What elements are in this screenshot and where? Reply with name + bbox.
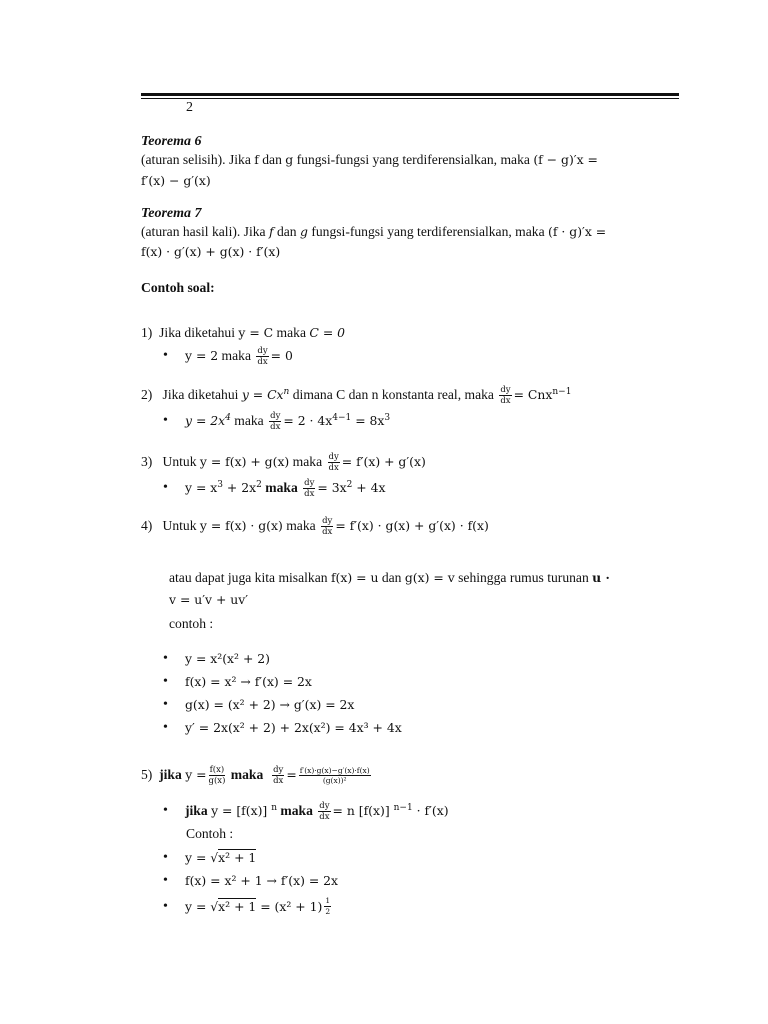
teorema-7-g: g <box>300 224 308 239</box>
item-4-res: = f′(x) · g(x) + g′(x) · f(x) <box>335 518 489 533</box>
item-5-jika: jika <box>159 767 186 782</box>
item-4-maka: maka <box>282 518 320 533</box>
item-5-example-1-radicand: x² + 1 <box>218 850 257 865</box>
bullet-dot: • <box>163 720 168 735</box>
item-3-eq: y = f(x) + g(x) <box>199 454 290 469</box>
bullet-dot: • <box>163 413 168 428</box>
bullet-dot: • <box>163 348 168 363</box>
item-4-example-1: y = x²(x² + 2) <box>185 651 270 666</box>
item-5-bullet-1 <box>185 801 449 822</box>
bullet-dot: • <box>163 803 168 818</box>
dy-dx-fraction: $\frac{dy}{dx}$ <box>304 477 315 500</box>
item-5-b1-maka: maka <box>276 803 317 818</box>
item-4-contoh: contoh : <box>169 616 214 631</box>
item-3-b1-eq: $y = x^3 + 2x^2$ <box>185 480 262 495</box>
teorema-6-line2 <box>141 171 211 191</box>
item-3-maka: maka <box>289 454 326 469</box>
sqrt-symbol: √ <box>210 850 219 865</box>
teorema-7-dan: dan <box>273 224 300 239</box>
teorema-7-text: (aturan hasil kali). Jika <box>141 224 269 239</box>
teorema-7-f: f <box>268 224 274 239</box>
bullet-dot: • <box>163 480 168 495</box>
item-5-example-1: y = √x² + 1 <box>185 850 257 865</box>
item-5-example-2: f(x) = x² + 1 → f′(x) = 2x <box>185 873 339 888</box>
item-2-mid: dimana C dan n konstanta real, maka <box>289 387 498 402</box>
fx-over-gx-fraction: $\frac{f(x)}{g(x)}$ <box>208 764 226 787</box>
teorema-7-line2 <box>141 242 280 262</box>
item-4-eq: y = f(x) · g(x) <box>199 518 283 533</box>
contoh-soal-heading: Contoh soal: <box>141 280 215 295</box>
item-1-b1-res: = 0 <box>270 348 293 363</box>
item-2-text: Jika diketahui <box>162 387 242 402</box>
teorema-6-formula-1: (f − g)′x = <box>533 152 598 167</box>
one-half-exponent: $\frac{1}{2}$ <box>325 896 331 916</box>
item-5-example-3: y = √x² + 1 = (x² + 1) $\frac{1}{2}$ <box>185 896 331 916</box>
item-5-example-3-radicand: x² + 1 <box>218 899 257 914</box>
item-1-eq2: C = 0 <box>309 325 346 340</box>
teorema-6-f: f <box>254 152 259 167</box>
teorema-6-title: Teorema 6 <box>141 134 202 149</box>
teorema-6-text: (aturan selisih). Jika <box>141 152 255 167</box>
item-1-bullet-1 <box>185 346 293 367</box>
item-5-contoh: Contoh : <box>186 826 234 841</box>
teorema-6-line1 <box>141 150 598 170</box>
teorema-6-formula-2: f′(x) − g′(x) <box>141 173 211 188</box>
item-1 <box>141 323 345 343</box>
item-1-text: Jika diketahui <box>159 325 239 340</box>
item-4-example-4: y′ = 2x(x² + 2) + 2x(x²) = 4x³ + 4x <box>185 720 402 735</box>
item-4-number: 4) <box>141 518 153 533</box>
item-3-b1-maka: maka <box>261 480 302 495</box>
quotient-rule-fraction: $\frac{f'(x)\cdot g(x)-g'(x)\cdot f(x)}{\text{(g(x))²}}$ <box>299 765 370 786</box>
item-4-para-eq3: u · <box>592 570 610 585</box>
dy-dx-fraction: $\frac{dy}{dx}$ <box>500 384 511 407</box>
item-1-b1-maka: maka <box>218 348 255 363</box>
item-5: 5) jika y = $\frac{f(x)}{g(x)}$ maka $\frac{dy}{dx}$ = $\frac{f'(x)\cdot g(x)-g'(x)\cdot f(x)}{\text{(g(x))²}}$ <box>141 764 370 787</box>
item-2-eq1: $y = Cx^n$ <box>241 387 290 402</box>
item-4-para-a: atau dapat juga kita misalkan <box>169 570 331 585</box>
item-3-res: = f′(x) + g′(x) <box>341 454 426 469</box>
item-5-b1-eq: y = [f(x)] $^n$ <box>211 803 277 818</box>
teorema-7-line1 <box>141 222 606 242</box>
item-3-number: 3) <box>141 454 153 469</box>
bullet-dot: • <box>163 899 168 914</box>
bullet-dot: • <box>163 697 168 712</box>
page-number: 2 <box>186 100 193 115</box>
item-3 <box>141 452 426 473</box>
item-4-para-eq2: g(x) = v <box>404 570 455 585</box>
header-rule-thin <box>141 98 679 99</box>
item-5-maka: maka <box>227 767 267 782</box>
item-4-text: Untuk <box>162 518 200 533</box>
dy-dx-fraction: $\frac{dy}{dx}$ <box>319 800 330 823</box>
item-2-b1-eq: $y = 2x^4$ <box>185 413 231 428</box>
item-4-para-eq1: f(x) = u <box>330 570 379 585</box>
teorema-6-rest: fungsi-fungsi yang terdiferensialkan, maka <box>293 152 534 167</box>
item-4-para-line2: v = u′v + uv′ <box>169 592 249 607</box>
item-3-b1-res: = $3x^2 + 4x$ <box>317 480 386 495</box>
item-1-maka: maka <box>273 325 310 340</box>
item-3-text: Untuk <box>162 454 200 469</box>
teorema-6-g: g <box>285 152 294 167</box>
item-4-para-dan: dan <box>378 570 405 585</box>
item-2-res: = Cnx$^{n-1}$ <box>513 387 572 402</box>
item-2-b1-res: = $2 \cdot 4x^{4-1} = 8x^3$ <box>283 413 391 428</box>
item-4-paragraph-line2 <box>169 590 248 610</box>
sqrt-symbol: √ <box>210 899 219 914</box>
item-2 <box>141 385 571 406</box>
teorema-7-rest: fungsi-fungsi yang terdiferensialkan, maka <box>307 224 549 239</box>
item-1-number: 1) <box>141 325 153 340</box>
bullet-dot: • <box>163 850 168 865</box>
dy-dx-fraction: $\frac{dy}{dx}$ <box>257 345 268 368</box>
item-1-b1-eq: y = 2 <box>185 348 219 363</box>
item-3-bullet-1 <box>185 478 385 499</box>
item-2-b1-maka: maka <box>230 413 268 428</box>
bullet-dot: • <box>163 651 168 666</box>
teorema-7-formula-1: (f · g)′x = <box>548 224 607 239</box>
bullet-dot: • <box>163 873 168 888</box>
item-5-y-eq: y = <box>185 767 207 782</box>
bullet-dot: • <box>163 674 168 689</box>
dy-dx-fraction: $\frac{dy}{dx}$ <box>322 515 333 538</box>
item-2-bullet-1 <box>185 411 390 432</box>
item-1-eq1: y = C <box>238 325 274 340</box>
item-5-number: 5) <box>141 767 153 782</box>
dy-dx-fraction: $\frac{dy}{dx}$ <box>273 764 284 787</box>
teorema-6-dan: dan <box>258 152 286 167</box>
item-4-example-3: g(x) = (x² + 2) → g′(x) = 2x <box>185 697 355 712</box>
header-rule-thick <box>141 93 679 96</box>
dy-dx-fraction: $\frac{dy}{dx}$ <box>270 410 281 433</box>
item-4-example-2: f(x) = x² → f′(x) = 2x <box>185 674 312 689</box>
teorema-7-formula-2: f(x) · g′(x) + g(x) · f′(x) <box>141 244 281 259</box>
item-4 <box>141 516 489 537</box>
item-4-paragraph-line1 <box>169 568 610 588</box>
item-4-para-b: sehingga rumus turunan <box>454 570 593 585</box>
dy-dx-fraction: $\frac{dy}{dx}$ <box>328 451 339 474</box>
teorema-7-title: Teorema 7 <box>141 206 202 221</box>
item-2-number: 2) <box>141 387 153 402</box>
item-5-b1-jika: jika <box>185 803 212 818</box>
item-5-b1-res: = n [f(x)] $^{n-1}$ · f′(x) <box>332 803 449 818</box>
